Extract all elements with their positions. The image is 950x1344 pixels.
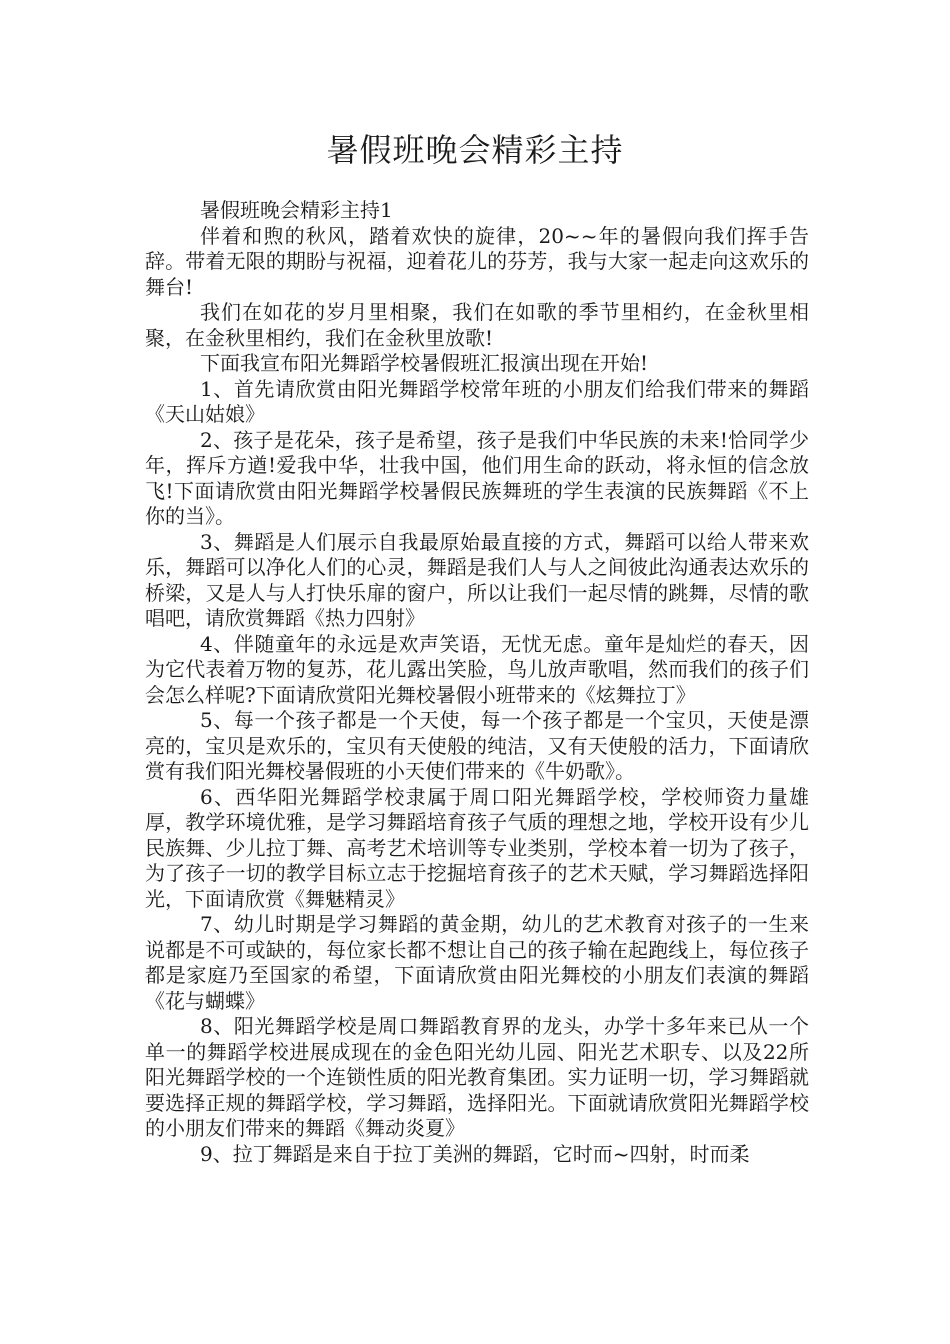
document-body bbox=[145, 198, 809, 1167]
paragraph-item-3: 3、舞蹈是人们展示自我最原始最直接的方式，舞蹈可以给人带来欢乐，舞蹈可以净化人们的心灵，舞蹈是我们人与人之间彼此沟通表达欢乐的桥梁，又是人与人打快乐扉的窗户，所以让我们一起尽情的跳舞，尽情的歌唱吧，请欣赏舞蹈《热力四射》 bbox=[145, 529, 809, 630]
paragraph-item-5: 5、每一个孩子都是一个天使，每一个孩子都是一个宝贝，天使是漂亮的，宝贝是欢乐的，宝贝有天使般的纯洁，又有天使般的活力，下面请欣赏有我们阳光舞校暑假班的小天使们带来的《牛奶歌》。 bbox=[145, 708, 809, 783]
paragraph-item-8: 8、阳光舞蹈学校是周口舞蹈教育界的龙头，办学十多年来已从一个单一的舞蹈学校进展成现在的金色阳光幼儿园、阳光艺术职专、以及22所阳光舞蹈学校的一个连锁性质的阳光教育集团。实力证明一切，学习舞蹈就要选择正规的舞蹈学校，学习舞蹈，选择阳光。下面就请欣赏阳光舞蹈学校的小朋友们带来的舞蹈《舞动炎夏》 bbox=[145, 1014, 809, 1140]
paragraph-opening: 伴着和煦的秋风，踏着欢快的旋律，20~~年的暑假向我们挥手告辞。带着无限的期盼与祝福，迎着花儿的芬芳，我与大家一起走向这欢乐的舞台! bbox=[145, 223, 809, 299]
paragraph-item-1: 1、首先请欣赏由阳光舞蹈学校常年班的小朋友们给我们带来的舞蹈《天山姑娘》 bbox=[145, 376, 809, 426]
paragraph-item-4: 4、伴随童年的永远是欢声笑语，无忧无虑。童年是灿烂的春天，因为它代表着万物的复苏，花儿露出笑脸，鸟儿放声歌唱，然而我们的孩子们会怎么样呢?下面请欣赏阳光舞校暑假小班带来的《炫舞拉丁》 bbox=[145, 631, 809, 707]
paragraph-item-7: 7、幼儿时期是学习舞蹈的黄金期，幼儿的艺术教育对孩子的一生来说都是不可或缺的，每位家长都不想让自己的孩子输在起跑线上，每位孩子都是家庭乃至国家的希望，下面请欣赏由阳光舞校的小朋友们表演的舞蹈《花与蝴蝶》 bbox=[145, 912, 809, 1013]
paragraph-item-9: 9、拉丁舞蹈是来自于拉丁美洲的舞蹈，它时而~四射，时而柔 bbox=[200, 1141, 750, 1166]
paragraph-item-2: 2、孩子是花朵，孩子是希望，孩子是我们中华民族的未来!恰同学少年，挥斥方遒!爱我中华，壮我中国，他们用生命的跃动，将永恒的信念放飞!下面请欣赏由阳光舞蹈学校暑假民族舞班的学生表演的民族舞蹈《不上你的当》。 bbox=[145, 427, 809, 528]
paragraph-gathering: 我们在如花的岁月里相聚，我们在如歌的季节里相约，在金秋里相聚，在金秋里相约，我们在金秋里放歌! bbox=[145, 300, 809, 350]
paragraph-heading: 暑假班晚会精彩主持1 bbox=[200, 198, 393, 222]
paragraph-announcement: 下面我宣布阳光舞蹈学校暑假班汇报演出现在开始! bbox=[200, 351, 649, 375]
document-title: 暑假班晚会精彩主持 bbox=[326, 131, 624, 169]
paragraph-item-6: 6、西华阳光舞蹈学校隶属于周口阳光舞蹈学校，学校师资力量雄厚，教学环境优雅，是学习舞蹈培育孩子气质的理想之地，学校开设有少儿民族舞、少儿拉丁舞、高考艺术培训等专业类别，学校本着一切为了孩子，为了孩子一切的教学目标立志于挖掘培育孩子的艺术天赋，学习舞蹈选择阳光，下面请欣赏《舞魅精灵》 bbox=[145, 784, 809, 911]
